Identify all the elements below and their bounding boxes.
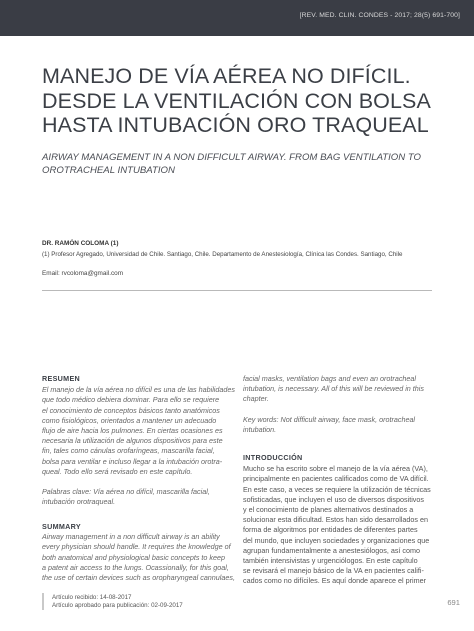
resumen-keywords: Palabras clave: Vía aérea no difícil, mascarilla facial, intubación orotraqueal. xyxy=(42,487,210,507)
subtitle-line: OROTRACHEAL INTUBATION xyxy=(42,164,175,176)
journal-header-bar xyxy=(0,0,474,36)
subtitle-line: AIRWAY MANAGEMENT IN A NON DIFFICULT AIRWAY. FROM BAG VENTILATION TO xyxy=(42,152,422,163)
summary-section xyxy=(42,522,235,583)
title-line: MANEJO DE VÍA AÉREA NO DIFÍCIL. xyxy=(42,64,411,88)
introduccion-section xyxy=(243,453,433,587)
introduccion-heading: INTRODUCCIÓN xyxy=(243,453,303,462)
footer-accent-bar xyxy=(42,593,44,610)
title-line: HASTA INTUBACIÓN ORO TRAQUEAL xyxy=(42,113,429,137)
summary-body-continued: facial masks, ventilation bags and even an orotracheal intubation, is necessary. All of this will be reviewed in this chapter. xyxy=(243,374,424,404)
article-dates xyxy=(52,594,183,610)
introduccion-body: Mucho se ha escrito sobre el manejo de la vía aérea (VA), principalmente en pacientes calificados como de VA difícil. En este caso, a veces se requiere la utilización de técnicas sofisticadas, que incluyen el uso de diversos dispositivos y el conocimiento de planes alternativos destinados a solucionar esta dificultad. Estos han sido desarrollados en forma de algoritmos por entidades de diferentes partes del mundo, que incluyen sociedades y organizaciones que agrupan fundamentalmente a anestesiólogos, así como también intensivistas y urgenciólogos. En este capítulo se revisará el manejo básico de la VA en pacientes califi- cados como no difíciles. Es aquí donde aparece el primer xyxy=(243,464,431,586)
resumen-body: El manejo de la vía aérea no difícil es una de las habilidades que todo médico debiera dominar. Para ello se requiere el conocimiento de conceptos básicos tanto anatómicos como fisiológicos, orientados a mantener un adecuado flujo de aire hacia los pulmones. En ciertas ocasiones es necesaria la utilización de algunos dispositivos para este fin, tales como cánulas orofaríngeas, mascarilla facial, bolsa para ventilar e incluso llegar a la intubación orotra- queal. Todo ello será revisado en este capítulo. xyxy=(42,385,235,476)
summary-body: Airway management in a non difficult airway is an ability every physician should handle. It requires the knowledge of both anatomical and physiological basic concepts to keep a patent air access to the lungs. Ocassionally, for this goal, the use of certain devices such as oropharyngeal cannulaes, xyxy=(42,532,235,583)
resumen-heading: RESUMEN xyxy=(42,374,81,383)
summary-keywords: Key words: Not difficult airway, face mask, orotracheal intubation. xyxy=(243,414,416,434)
title-line: DESDE LA VENTILACIÓN CON BOLSA xyxy=(42,88,431,113)
author-name: DR. RAMÓN COLOMA (1) xyxy=(42,240,119,247)
author-affiliation: (1) Profesor Agregado, Universidad de Chile. Santiago, Chile. Departamento de Anestesiología, Clínica las Condes. Santiago, Chile xyxy=(42,251,403,258)
page-number: 691 xyxy=(447,598,460,607)
journal-reference: [REV. MED. CLIN. CONDES - 2017; 28(5) 691-700] xyxy=(299,12,460,19)
author-email: Email: rvcoloma@gmail.com xyxy=(42,270,124,277)
summary-continued xyxy=(243,374,433,445)
summary-heading: SUMMARY xyxy=(42,522,81,531)
article-subtitle xyxy=(42,152,442,177)
article-title xyxy=(42,64,442,138)
received-date: Artículo recibido: 14-08-2017 xyxy=(52,594,132,601)
section-divider xyxy=(42,290,432,291)
resumen-section xyxy=(42,374,235,517)
approved-date: Artículo aprobado para publicación: 02-09-2017 xyxy=(52,602,183,609)
